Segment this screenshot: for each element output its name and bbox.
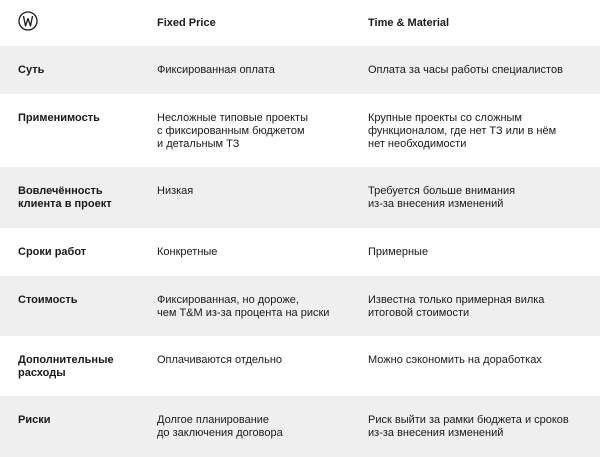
time-material-cell: Известна только примерная вилка итоговой стоимости	[368, 294, 545, 319]
fixed-price-cell: Низкая	[157, 185, 194, 197]
table-row	[0, 396, 600, 457]
table-row	[0, 167, 600, 228]
fixed-price-cell: Конкретные	[157, 246, 218, 258]
time-material-cell: Риск выйти за рамки бюджета и сроков из-за внесения изменений	[368, 414, 569, 439]
fixed-price-cell: Долгое планирование до заключения договора	[157, 414, 283, 439]
row-label: Дополнительные расходы	[18, 354, 114, 379]
fixed-price-cell: Фиксированная оплата	[157, 64, 275, 76]
fixed-price-cell: Оплачиваются отдельно	[157, 354, 283, 366]
row-label: Вовлечённость клиента в проект	[18, 185, 112, 210]
time-material-cell: Можно сэкономить на доработках	[368, 354, 542, 366]
logo-icon	[18, 11, 38, 31]
table-header	[0, 0, 600, 46]
row-label: Суть	[18, 64, 45, 76]
row-label: Применимость	[18, 112, 100, 124]
table-row	[0, 228, 600, 276]
table-row	[0, 46, 600, 94]
time-material-cell: Крупные проекты со сложным функционалом, где нет ТЗ или в нём нет необходимости	[368, 112, 557, 150]
row-label: Риски	[18, 414, 51, 426]
column-header-time-material: Time & Material	[368, 17, 450, 29]
time-material-cell: Требуется больше внимания из-за внесения изменений	[368, 185, 516, 210]
time-material-cell: Оплата за часы работы специалистов	[368, 64, 563, 76]
fixed-price-cell: Несложные типовые проекты с фиксированным бюджетом и детальным ТЗ	[157, 112, 308, 150]
table-row	[0, 94, 600, 167]
row-label: Сроки работ	[18, 246, 87, 258]
table-row	[0, 336, 600, 396]
column-header-fixed-price: Fixed Price	[157, 17, 216, 29]
time-material-cell: Примерные	[368, 246, 429, 258]
row-label: Стоимость	[18, 294, 78, 306]
fixed-price-cell: Фиксированная, но дороже, чем T&M из-за процента на риски	[157, 294, 330, 319]
table-row	[0, 276, 600, 336]
